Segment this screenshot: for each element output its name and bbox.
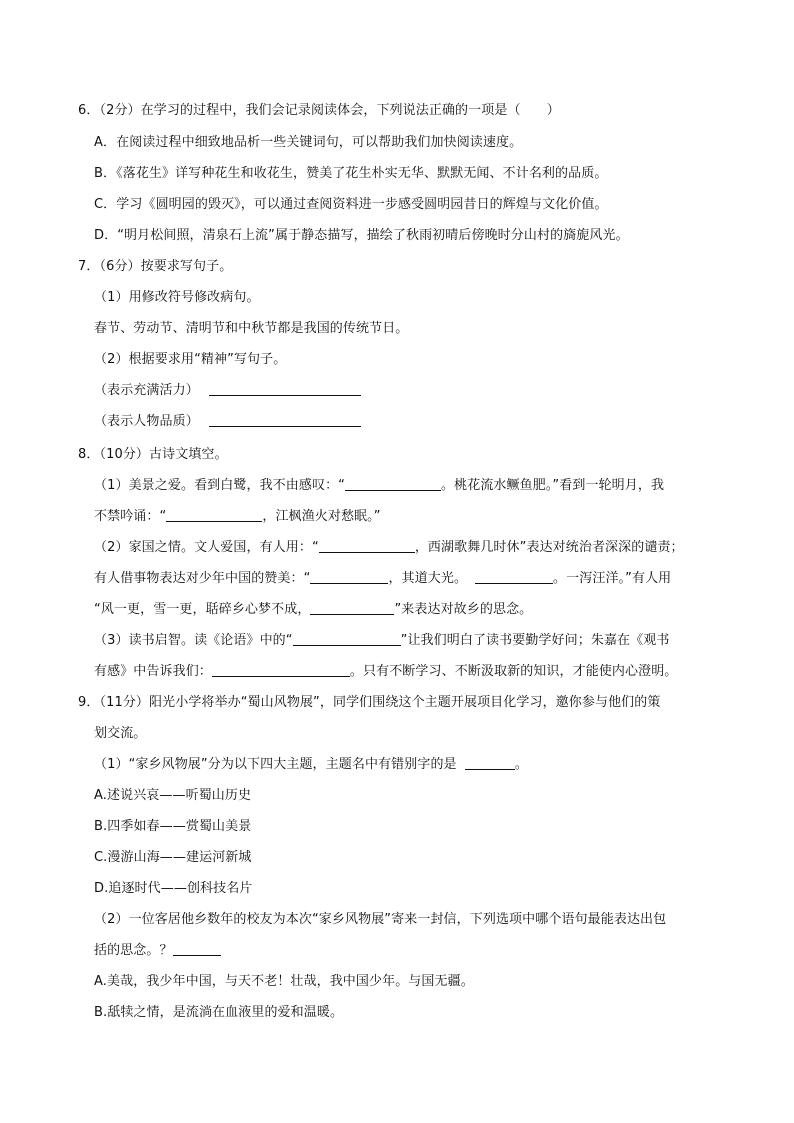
text-segment: 有感》中告诉我们： [94, 664, 212, 679]
question-6-option-a: A．在阅读过程中细致地品析一些关键词句，可以帮助我们加快阅读速度。 [94, 135, 523, 150]
question-6-option-c: C．学习《圆明园的毁灭》，可以通过查阅资料进一步感受圆明园昔日的辉煌与文化价值。 [94, 197, 608, 212]
answer-blank[interactable] [475, 571, 553, 584]
question-7-sub-1: （1）用修改符号修改病句。 [94, 290, 260, 305]
text-segment: ，其道大光。 [388, 571, 468, 586]
answer-blank[interactable] [212, 664, 350, 677]
question-9-option-b: B.四季如春——赏蜀山美景 [94, 819, 252, 834]
text-segment: ”来表达对故乡的思念。 [394, 602, 533, 617]
text-segment: （1）美景之爱。看到白鹭，我不由感叹：“ [94, 478, 346, 493]
question-7-stem: 7．（6分）按要求写句子。 [78, 259, 233, 274]
question-8-s2-line-a [94, 540, 684, 556]
question-9-stem-line-2: 划交流。 [94, 726, 147, 741]
text-segment: （2）家国之情。文人爱国，有人用：“ [94, 540, 319, 555]
text-segment: ，西湖歌舞几时休”表达对统治者深深的谴责； [414, 540, 684, 555]
text-segment: ，江枫渔火对愁眠。” [262, 509, 381, 524]
question-9-option-d: D.追逐时代——创科技名片 [94, 881, 253, 896]
text-segment: 不禁吟诵：“ [94, 509, 167, 524]
text-segment: 。 [514, 757, 528, 772]
question-8-s3-line-b [94, 664, 677, 680]
question-8-s1-line-b [94, 509, 381, 525]
question-9-sub-2-option-a: A.美哉，我少年中国，与天不老！壮哉，我中国少年。与国无疆。 [94, 974, 474, 989]
question-7-line-2-label: （表示人物品质） [94, 414, 199, 429]
answer-blank[interactable] [310, 571, 388, 584]
answer-blank[interactable] [293, 633, 401, 646]
question-8-s1-line-a [94, 478, 664, 494]
question-6-option-d: D．“明月松间照，清泉石上流”属于静态描写，描绘了秋雨初晴后傍晚时分山村的旖旎风光。 [94, 228, 629, 243]
question-6-option-b: B．《落花生》详写种花生和收花生，赞美了花生朴实无华、默默无闻、不计名利的品质。 [94, 166, 608, 181]
answer-blank[interactable] [345, 478, 441, 491]
answer-blank[interactable] [310, 602, 394, 615]
text-segment: 括的思念。？ [94, 943, 173, 958]
question-7-sentence: 春节、劳动节、清明节和中秋节都是我国的传统节日。 [94, 321, 409, 336]
text-segment: （1）“家乡风物展”分为以下四大主题，主题名中有错别字的是 [94, 757, 457, 772]
question-9-stem-line-1: 9．（11分）阳光小学将举办“蜀山风物展”，同学们围绕这个主题开展项目化学习，邀你参与他们的策 [78, 695, 661, 710]
question-8-s3-line-a [94, 633, 669, 649]
text-segment: “风一更，雪一更，聒碎乡心梦不成， [94, 602, 311, 617]
question-9-sub-2-line-1: （2）一位客居他乡数年的校友为本次“家乡风物展”寄来一封信，下列选项中哪个语句最能表达出包 [94, 912, 667, 927]
text-segment: 。桃花流水鳜鱼肥。”看到一轮明月，我 [441, 478, 665, 493]
answer-blank[interactable] [173, 943, 221, 956]
text-segment: 。只有不断学习、不断汲取新的知识，才能使内心澄明。 [349, 664, 678, 679]
question-7-line-1 [94, 383, 361, 399]
question-9-sub-1 [94, 757, 528, 773]
question-7-line-2 [94, 414, 361, 430]
answer-blank[interactable] [319, 540, 415, 553]
question-7-line-1-label: （表示充满活力） [94, 383, 199, 398]
answer-blank[interactable] [209, 414, 361, 427]
question-8-s2-line-c [94, 602, 532, 618]
question-7-sub-2: （2）根据要求用“精神”写句子。 [94, 352, 287, 367]
text-segment: （3）读书启智。读《论语》中的“ [94, 633, 293, 648]
answer-blank[interactable] [209, 383, 361, 396]
answer-blank[interactable] [166, 509, 262, 522]
question-9-option-a: A.述说兴哀——听蜀山历史 [94, 788, 252, 803]
question-9-option-c: C.漫游山海——建运河新城 [94, 850, 252, 865]
question-8-s2-line-b [94, 571, 671, 587]
question-6-stem: 6．（2分）在学习的过程中，我们会记录阅读体会，下列说法正确的一项是（ ） [78, 103, 560, 118]
question-9-sub-2-option-b: B.舐犊之情，是流淌在血液里的爱和温暖。 [94, 1005, 344, 1020]
question-8-stem: 8．（10分）古诗文填空。 [78, 447, 228, 462]
answer-blank[interactable] [465, 757, 515, 770]
text-segment: 有人借事物表达对少年中国的赞美：“ [94, 571, 311, 586]
question-9-sub-2-line-2 [94, 943, 221, 959]
text-segment: 。一泻汪洋。”有人用 [553, 571, 672, 586]
text-segment: ”让我们明白了读书要勤学好问；朱嘉在《观书 [400, 633, 670, 648]
